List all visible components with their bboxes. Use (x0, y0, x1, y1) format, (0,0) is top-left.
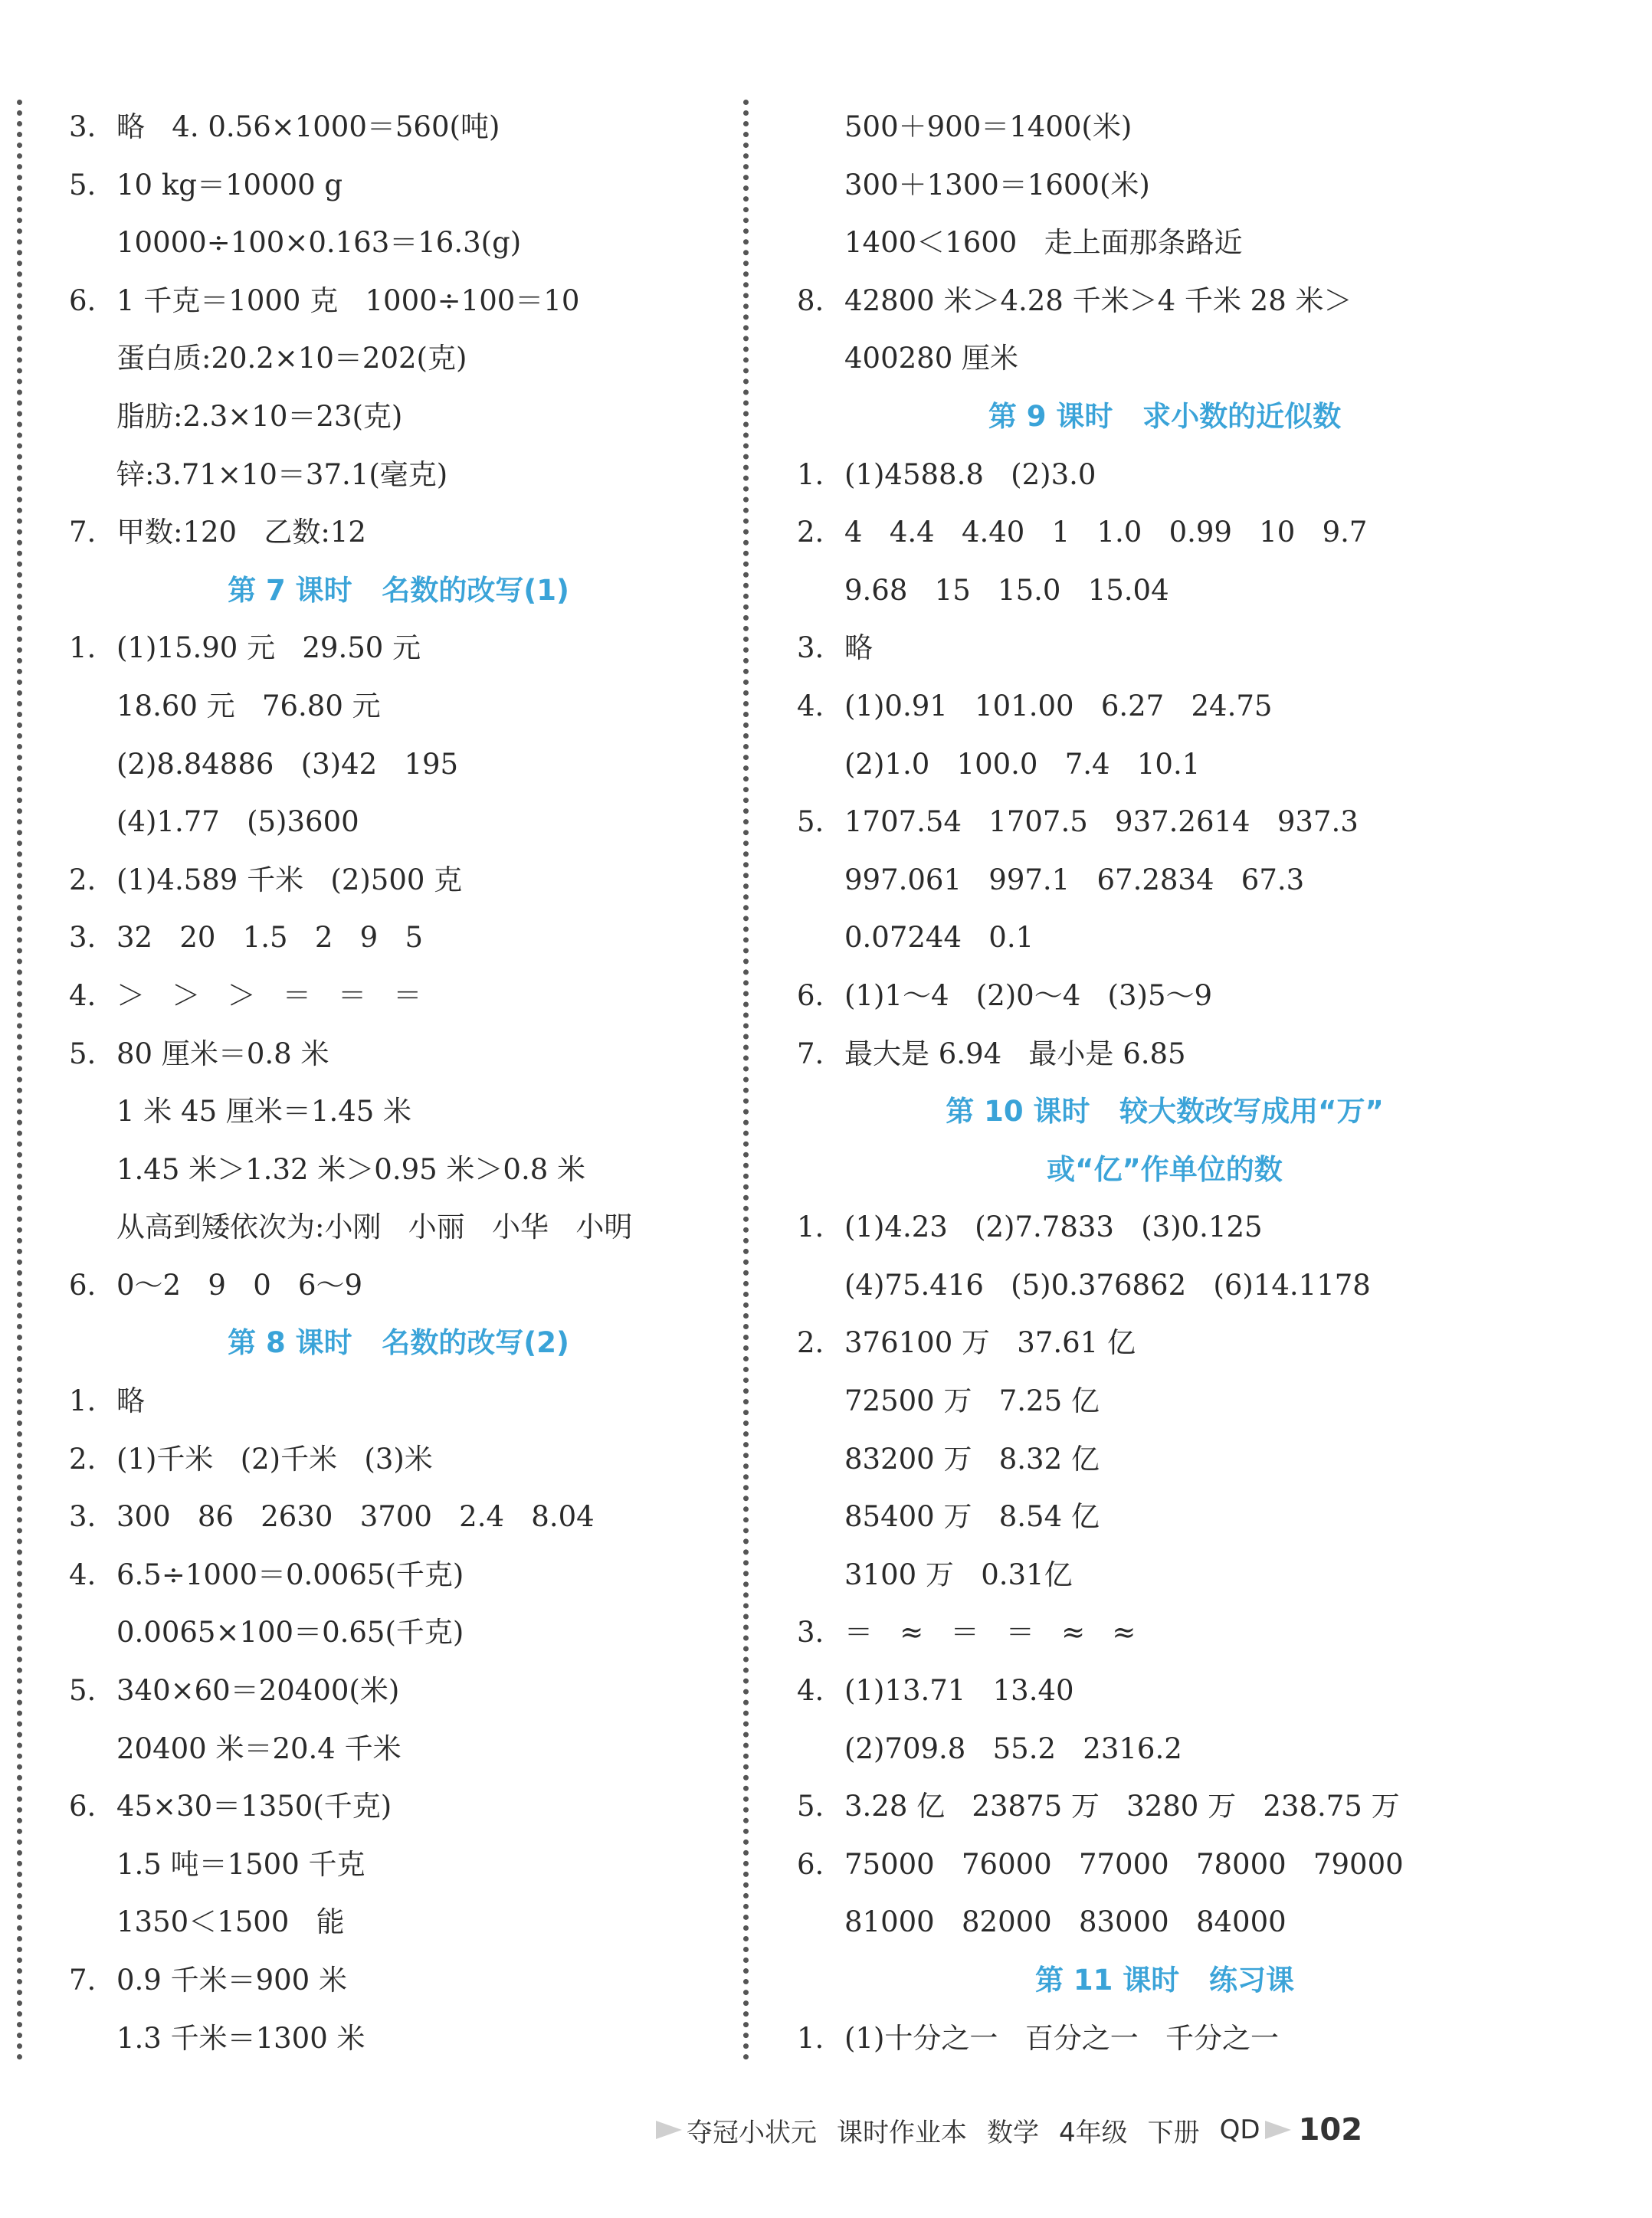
footer-volume: 下册 (1147, 2117, 1200, 2148)
question-number: 1. (797, 2021, 824, 2055)
left-column (69, 98, 728, 2067)
arrow-right-icon (656, 2121, 682, 2139)
answer-text: 1350＜1500 能 (116, 1905, 345, 1939)
question-number: 8. (797, 283, 824, 317)
answer-text: 997.061 997.1 67.2834 67.3 (844, 863, 1305, 896)
heading-text: 或“亿”作单位的数 (1047, 1152, 1283, 1186)
question-number: 2. (797, 516, 824, 549)
answer-line (797, 1025, 1532, 1083)
heading-text: 第 9 课时 求小数的近似数 (988, 399, 1342, 433)
answer-line (69, 1083, 728, 1141)
footer-edition: QD (1219, 2115, 1260, 2145)
answer-line (797, 1546, 1532, 1604)
answer-text: 1.5 吨＝1500 千克 (116, 1847, 365, 1881)
question-number: 3. (797, 631, 824, 665)
answer-line (69, 1777, 728, 1836)
answer-text: (4)75.416 (5)0.376862 (6)14.1178 (844, 1268, 1371, 1302)
footer-grade: 4年级 (1059, 2117, 1128, 2148)
question-number: 5. (69, 1037, 97, 1070)
answer-line (69, 1488, 728, 1546)
binding-dots-left (17, 100, 22, 2061)
question-number: 1. (797, 1211, 824, 1244)
answer-line (69, 2010, 728, 2068)
footer-subject: 数学 (987, 2117, 1039, 2148)
answer-text: 1 千克＝1000 克 1000÷100＝10 (116, 283, 580, 317)
answer-text: (1)4588.8 (2)3.0 (844, 457, 1096, 491)
answer-text: 18.60 元 76.80 元 (116, 689, 381, 722)
answer-line (69, 1372, 728, 1430)
answer-line (797, 446, 1532, 504)
answer-text: 32 20 1.5 2 9 5 (116, 921, 424, 955)
answer-line (69, 967, 728, 1025)
lesson-heading (797, 1141, 1532, 1199)
answer-line (797, 503, 1532, 562)
answer-line (797, 1720, 1532, 1778)
answer-line (797, 736, 1532, 794)
page-number: 102 (1298, 2112, 1363, 2148)
answer-line (69, 677, 728, 736)
question-number: 2. (797, 1326, 824, 1360)
answer-text: 从高到矮依次为:小刚 小丽 小华 小明 (116, 1211, 633, 1244)
answer-text: 1707.54 1707.5 937.2614 937.3 (844, 805, 1359, 839)
heading-text: 第 7 课时 名数的改写(1) (228, 573, 569, 607)
answer-text: (1)千米 (2)千米 (3)米 (116, 1442, 433, 1476)
answer-text: (4)1.77 (5)3600 (116, 805, 359, 839)
answer-text: 1 米 45 厘米＝1.45 米 (116, 1095, 412, 1129)
answer-line (69, 1546, 728, 1604)
answer-text: (2)709.8 55.2 2316.2 (844, 1731, 1182, 1765)
answer-text: 85400 万 8.54 亿 (844, 1500, 1100, 1534)
answer-text: 脂肪:2.3×10＝23(克) (116, 399, 403, 433)
answer-text: 0.07244 0.1 (844, 921, 1034, 955)
question-number: 6. (69, 1268, 97, 1302)
answer-text: 300 86 2630 3700 2.4 8.04 (116, 1500, 595, 1534)
answer-line (797, 562, 1532, 620)
answer-text: 9.68 15 15.0 15.04 (844, 573, 1169, 607)
answer-text: 锌:3.71×10＝37.1(毫克) (116, 457, 448, 491)
answer-line (797, 1893, 1532, 1951)
answer-line (69, 1430, 728, 1489)
answer-text: (1)15.90 元 29.50 元 (116, 631, 421, 665)
answer-line (69, 851, 728, 909)
question-number: 5. (797, 805, 824, 839)
answer-text: 400280 厘米 (844, 342, 1019, 375)
answer-line (797, 619, 1532, 677)
question-number: 4. (69, 1558, 97, 1591)
answer-line (69, 329, 728, 388)
heading-text: 第 8 课时 名数的改写(2) (228, 1326, 569, 1360)
answer-line (797, 1430, 1532, 1489)
lesson-heading (69, 1314, 728, 1372)
answer-text: 6.5÷1000＝0.0065(千克) (116, 1558, 464, 1591)
answer-text: 45×30＝1350(千克) (116, 1790, 392, 1823)
answer-text: (2)1.0 100.0 7.4 10.1 (844, 747, 1201, 781)
question-number: 2. (69, 1442, 97, 1476)
answer-line (797, 156, 1532, 215)
question-number: 3. (69, 110, 97, 143)
question-number: 5. (69, 1674, 97, 1708)
answer-text: 72500 万 7.25 亿 (844, 1384, 1100, 1418)
answer-line (797, 909, 1532, 967)
answer-line (69, 1893, 728, 1951)
question-number: 7. (797, 1037, 824, 1070)
answer-text: (1)4.23 (2)7.7833 (3)0.125 (844, 1211, 1263, 1244)
answer-line (69, 1141, 728, 1199)
answer-text: 75000 76000 77000 78000 79000 (844, 1847, 1404, 1881)
question-number: 7. (69, 1964, 97, 1997)
question-number: 2. (69, 863, 97, 896)
answer-line (797, 1372, 1532, 1430)
answer-line (797, 98, 1532, 156)
answer-text: 1400＜1600 走上面那条路近 (844, 226, 1243, 260)
answer-text: 300＋1300＝1600(米) (844, 168, 1150, 201)
answer-text: ＞ ＞ ＞ ＝ ＝ ＝ (116, 978, 422, 1012)
answer-text: (1)1～4 (2)0～4 (3)5～9 (844, 978, 1213, 1012)
answer-line (69, 619, 728, 677)
answer-line (69, 1720, 728, 1778)
question-number: 6. (69, 283, 97, 317)
answer-text: 500＋900＝1400(米) (844, 110, 1132, 143)
answer-text: 1.3 千米＝1300 米 (116, 2021, 365, 2055)
answer-text: 略 (844, 631, 873, 665)
answer-text: 略 (116, 1384, 145, 1418)
answer-text: (1)0.91 101.00 6.27 24.75 (844, 689, 1273, 722)
heading-text: 第 10 课时 较大数改写成用“万” (946, 1095, 1384, 1129)
footer-brand: 夺冠小状元 (687, 2117, 817, 2148)
lesson-heading (797, 388, 1532, 446)
answer-line (69, 446, 728, 504)
question-number: 6. (797, 978, 824, 1012)
question-number: 7. (69, 516, 97, 549)
answer-line (69, 1256, 728, 1315)
answer-text: 80 厘米＝0.8 米 (116, 1037, 329, 1070)
answer-line (69, 1951, 728, 2010)
answer-line (797, 1198, 1532, 1256)
answer-text: 10000÷100×0.163＝16.3(g) (116, 226, 522, 260)
question-number: 4. (797, 1674, 824, 1708)
question-number: 3. (797, 1616, 824, 1650)
answer-line (69, 388, 728, 446)
answer-text: 3100 万 0.31亿 (844, 1558, 1073, 1591)
column-divider-dots (743, 100, 749, 2061)
answer-text: 1.45 米＞1.32 米＞0.95 米＞0.8 米 (116, 1152, 586, 1186)
answer-text: 3.28 亿 23875 万 3280 万 238.75 万 (844, 1790, 1400, 1823)
answer-line (69, 272, 728, 330)
heading-text: 第 11 课时 练习课 (1035, 1964, 1294, 1997)
answer-text: 0.0065×100＝0.65(千克) (116, 1616, 464, 1650)
answer-text: (1)13.71 13.40 (844, 1674, 1074, 1708)
question-number: 1. (69, 631, 97, 665)
answer-text: (1)十分之一 百分之一 千分之一 (844, 2021, 1279, 2055)
footer-book: 课时作业本 (837, 2117, 967, 2148)
answer-text: 20400 米＝20.4 千米 (116, 1731, 402, 1765)
question-number: 6. (797, 1847, 824, 1881)
answer-line (797, 329, 1532, 388)
question-number: 4. (69, 978, 97, 1012)
answer-line (69, 214, 728, 272)
answer-text: 蛋白质:20.2×10＝202(克) (116, 342, 467, 375)
answer-line (797, 1836, 1532, 1894)
answer-line (797, 1314, 1532, 1372)
lesson-heading (69, 562, 728, 620)
answer-text: 376100 万 37.61 亿 (844, 1326, 1136, 1360)
answer-text: 340×60＝20400(米) (116, 1674, 400, 1708)
answer-text: 0.9 千米＝900 米 (116, 1964, 347, 1997)
answer-text: 81000 82000 83000 84000 (844, 1905, 1287, 1939)
answer-line (69, 156, 728, 215)
answer-line (797, 677, 1532, 736)
answer-line (797, 1256, 1532, 1315)
question-number: 1. (797, 457, 824, 491)
answer-text: 最大是 6.94 最小是 6.85 (844, 1037, 1186, 1070)
question-number: 1. (69, 1384, 97, 1418)
answer-text: ＝ ≈ ＝ ＝ ≈ ≈ (844, 1616, 1136, 1650)
question-number: 5. (797, 1790, 824, 1823)
answer-text: 83200 万 8.32 亿 (844, 1442, 1100, 1476)
question-number: 6. (69, 1790, 97, 1823)
answer-line (69, 793, 728, 851)
answer-line (69, 98, 728, 156)
answer-line (797, 1662, 1532, 1720)
answer-line (797, 1777, 1532, 1836)
answer-line (797, 2010, 1532, 2068)
question-number: 4. (797, 689, 824, 722)
answer-text: 0～2 9 0 6～9 (116, 1268, 363, 1302)
answer-text: 甲数:120 乙数:12 (116, 516, 366, 549)
question-number: 3. (69, 1500, 97, 1534)
answer-text: 4 4.4 4.40 1 1.0 0.99 10 9.7 (844, 516, 1368, 549)
answer-line (797, 272, 1532, 330)
answer-line (797, 851, 1532, 909)
arrow-right-icon (1265, 2121, 1291, 2139)
answer-text: 42800 米＞4.28 千米＞4 千米 28 米＞ (844, 283, 1352, 317)
answer-line (69, 503, 728, 562)
answer-line (797, 1488, 1532, 1546)
answer-line (69, 1604, 728, 1662)
answer-line (69, 736, 728, 794)
page-footer (651, 2107, 1362, 2153)
right-column (797, 98, 1532, 2067)
answer-text: (1)4.589 千米 (2)500 克 (116, 863, 463, 896)
answer-line (69, 1836, 728, 1894)
answer-line (797, 967, 1532, 1025)
answer-text: 略 4. 0.56×1000＝560(吨) (116, 110, 500, 143)
answer-line (797, 214, 1532, 272)
answer-line (69, 1198, 728, 1256)
answer-text: 10 kg＝10000 g (116, 168, 343, 201)
answer-text: (2)8.84886 (3)42 195 (116, 747, 459, 781)
lesson-heading (797, 1951, 1532, 2010)
question-number: 5. (69, 168, 97, 201)
answer-line (797, 793, 1532, 851)
answer-line (69, 909, 728, 967)
question-number: 3. (69, 921, 97, 955)
lesson-heading (797, 1083, 1532, 1141)
answer-line (69, 1662, 728, 1720)
answer-line (69, 1025, 728, 1083)
answer-line (797, 1604, 1532, 1662)
